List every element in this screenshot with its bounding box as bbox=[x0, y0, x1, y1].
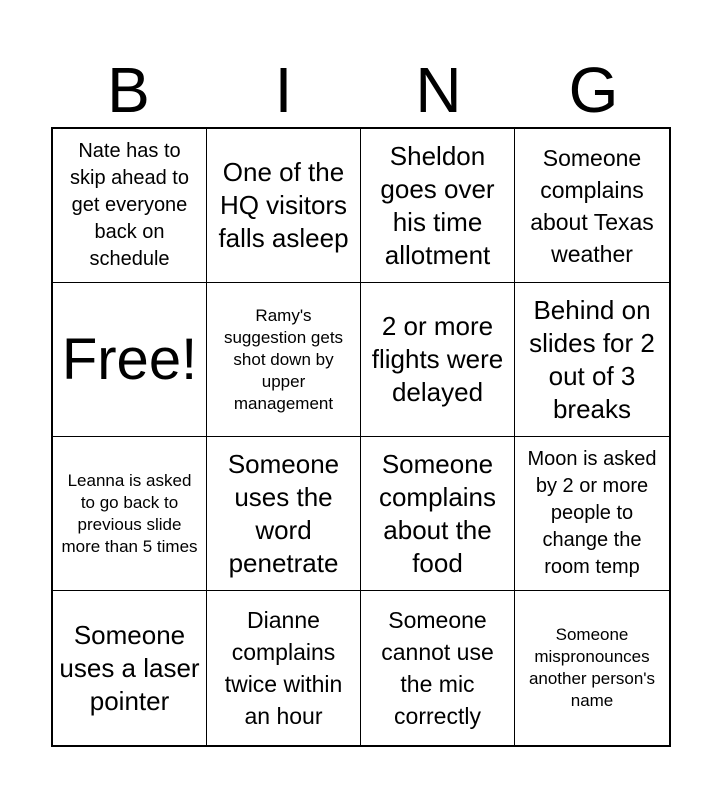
cell-text: Free! bbox=[61, 326, 198, 392]
cell-text: Sheldon goes over his time allotment bbox=[380, 140, 495, 270]
cell-text: Someone uses the word penetrate bbox=[227, 448, 340, 578]
bingo-cell[interactable] bbox=[515, 129, 669, 283]
bingo-cell[interactable] bbox=[207, 129, 361, 283]
bingo-cell[interactable] bbox=[361, 437, 515, 591]
cell-text: Leanna is asked to go back to previous slide more than 5 times bbox=[61, 470, 198, 556]
cell-text: Nate has to skip ahead to get everyone back on schedule bbox=[70, 140, 189, 270]
bingo-cell[interactable] bbox=[207, 591, 361, 745]
header-letter-b: B bbox=[107, 54, 150, 126]
header-letter-g: G bbox=[568, 54, 619, 126]
header-letter-n: N bbox=[415, 54, 462, 126]
bingo-cell[interactable] bbox=[515, 283, 669, 437]
cell-text: 2 or more flights were delayed bbox=[371, 311, 504, 407]
cell-text: Someone uses a laser pointer bbox=[59, 619, 200, 716]
bingo-cell[interactable] bbox=[361, 591, 515, 745]
cell-text: Moon is asked by 2 or more people to change the room temp bbox=[527, 448, 657, 578]
cell-text: Someone mispronounces another person's name bbox=[528, 625, 656, 710]
bingo-cell[interactable] bbox=[207, 437, 361, 591]
cell-text: Someone cannot use the mic correctly bbox=[381, 607, 494, 729]
bingo-cell[interactable] bbox=[515, 591, 669, 745]
cell-text: One of the HQ visitors falls asleep bbox=[218, 157, 349, 253]
cell-text: Ramy's suggestion gets shot down by upper management bbox=[223, 305, 344, 413]
bingo-cell[interactable] bbox=[515, 437, 669, 591]
bingo-board bbox=[51, 127, 671, 747]
bingo-cell[interactable] bbox=[207, 283, 361, 437]
cell-text: Someone complains about the food bbox=[378, 448, 497, 578]
bingo-cell-free[interactable] bbox=[53, 283, 207, 437]
bingo-cell[interactable] bbox=[361, 129, 515, 283]
bingo-cell[interactable] bbox=[361, 283, 515, 437]
cell-text: Behind on slides for 2 out of 3 breaks bbox=[529, 294, 655, 424]
bingo-cell[interactable] bbox=[53, 437, 207, 591]
cell-text: Someone complains about Texas weather bbox=[530, 144, 654, 267]
header-letter-i: I bbox=[274, 54, 293, 126]
bingo-cell[interactable] bbox=[53, 129, 207, 283]
bingo-header bbox=[51, 52, 671, 128]
cell-text: Dianne complains twice within an hour bbox=[224, 607, 343, 729]
bingo-cell[interactable] bbox=[53, 591, 207, 745]
